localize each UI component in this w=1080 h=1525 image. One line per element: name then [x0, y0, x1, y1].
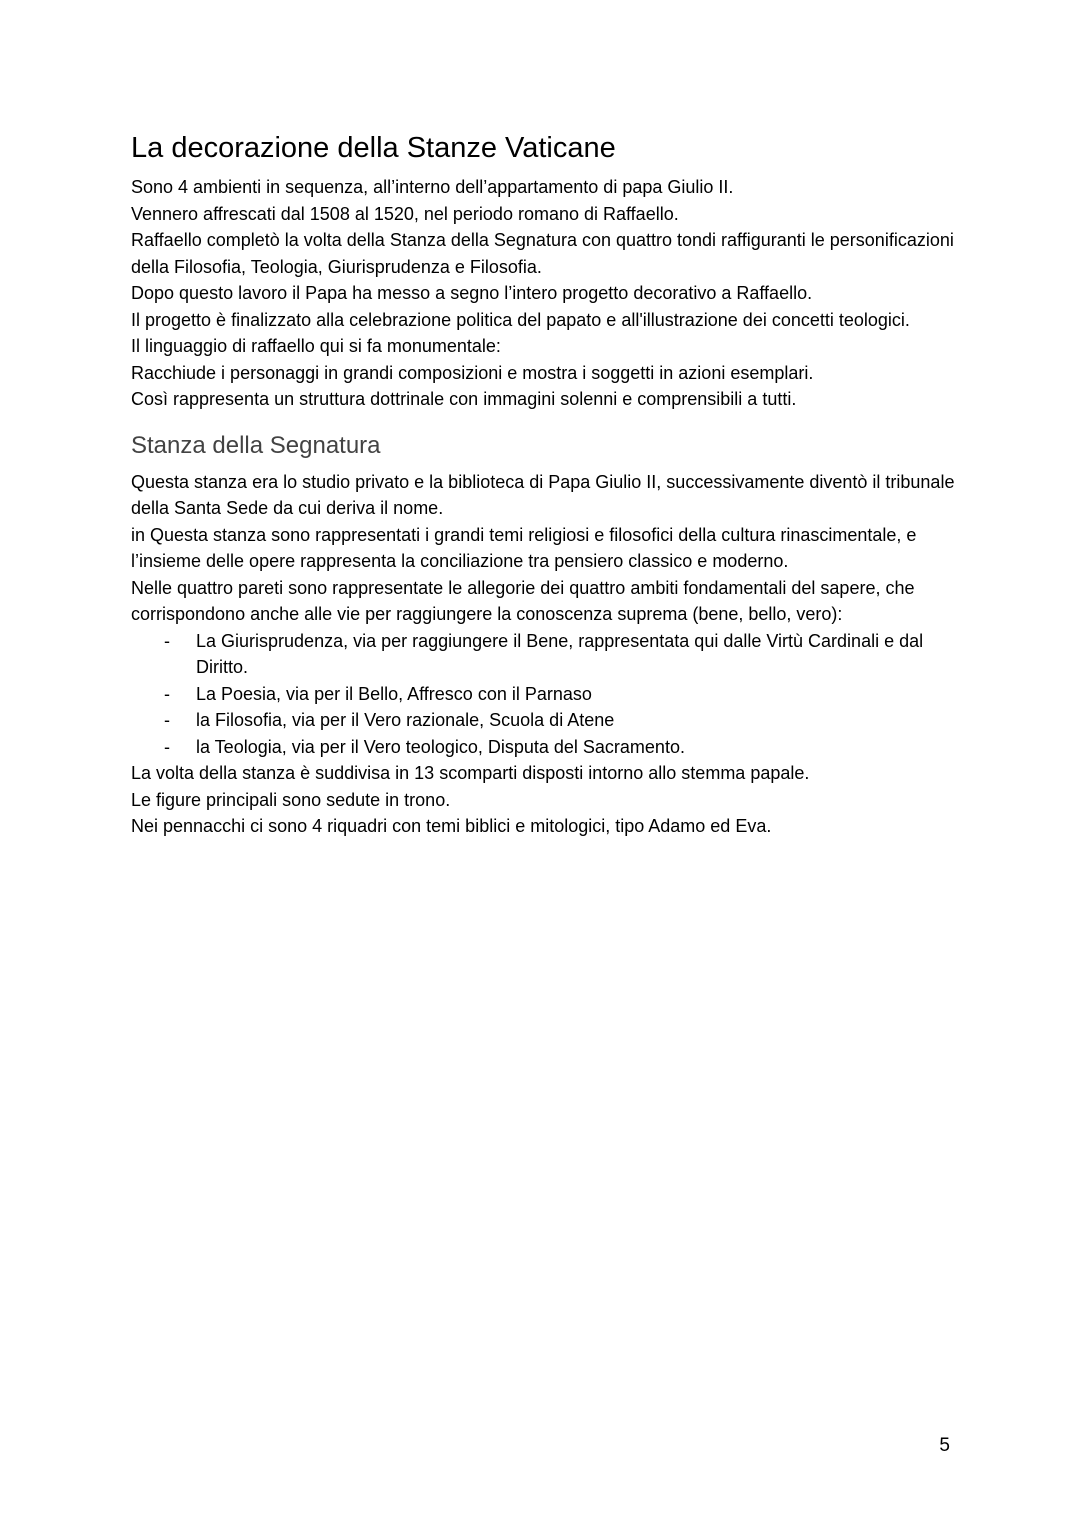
list-item: [131, 628, 961, 681]
list-item-text: la Filosofia, via per il Vero razionale, Scuola di Atene: [196, 710, 615, 730]
list-item-text: La Poesia, via per il Bello, Affresco con il Parnaso: [196, 683, 592, 704]
section-paragraph: Le figure principali sono sedute in trono.: [131, 789, 451, 810]
list-marker: -: [164, 630, 170, 651]
intro-paragraph: Raffaello completò la volta della Stanza della Segnatura con quattro tondi raffiguranti le personificazioni della Filosofia, Teologia, Giurisprudenza e Filosofia.: [131, 230, 954, 277]
list-item: [131, 734, 961, 761]
page-number: 5: [939, 1435, 950, 1456]
wisdom-list: [131, 628, 961, 761]
list-marker: -: [164, 683, 170, 704]
list-item-text: la Teologia, via per il Vero teologico, Disputa del Sacramento.: [196, 736, 685, 757]
section-paragraph: Nei pennacchi ci sono 4 riquadri con temi biblici e mitologici, tipo Adamo ed Eva.: [131, 816, 772, 836]
intro-paragraph: Sono 4 ambienti in sequenza, all’interno dell’appartamento di papa Giulio II.: [131, 177, 734, 197]
section-title: Stanza della Segnatura: [131, 431, 381, 459]
list-item-text: La Giurisprudenza, via per raggiungere il Bene, rappresentata qui dalle Virtù Cardinali e dal Diritto.: [196, 630, 924, 677]
intro-paragraph: Il progetto è finalizzato alla celebrazione politica del papato e all'illustrazione dei concetti teologici.: [131, 309, 910, 330]
intro-paragraph: Racchiude i personaggi in grandi composizioni e mostra i soggetti in azioni esemplari.: [131, 362, 814, 383]
intro-paragraph: Così rappresenta un struttura dottrinale con immagini solenni e comprensibili a tutti.: [131, 389, 797, 409]
intro-paragraph: Dopo questo lavoro il Papa ha messo a segno l’intero progetto decorativo a Raffaello.: [131, 283, 813, 303]
section-paragraph: Questa stanza era lo studio privato e la biblioteca di Papa Giulio II, successivamente diventò il tribunale della Santa Sede da cui deriva il nome.: [131, 471, 955, 518]
section-paragraph: La volta della stanza è suddivisa in 13 scomparti disposti intorno allo stemma papale.: [131, 763, 810, 783]
section-paragraph: in Questa stanza sono rappresentati i grandi temi religiosi e filosofici della cultura rinascimentale, e l’insieme delle opere rappresenta la conciliazione tra pensiero classico e moderno.: [131, 524, 917, 571]
intro-text: [131, 174, 961, 413]
intro-paragraph: Il linguaggio di raffaello qui si fa monumentale:: [131, 336, 501, 356]
list-marker: -: [164, 736, 170, 757]
intro-paragraph: Vennero affrescati dal 1508 al 1520, nel periodo romano di Raffaello.: [131, 203, 679, 224]
section-paragraph: Nelle quattro pareti sono rappresentate le allegorie dei quattro ambiti fondamentali del sapere, che corrispondono anche alle vie per raggiungere la conoscenza suprema (bene, bello, vero):: [131, 577, 915, 624]
page-content: [131, 128, 961, 840]
list-item: [131, 707, 961, 734]
section-text: [131, 469, 961, 840]
list-item: [131, 681, 961, 708]
page-title: La decorazione della Stanze Vaticane: [131, 132, 616, 164]
list-marker: -: [164, 710, 170, 730]
